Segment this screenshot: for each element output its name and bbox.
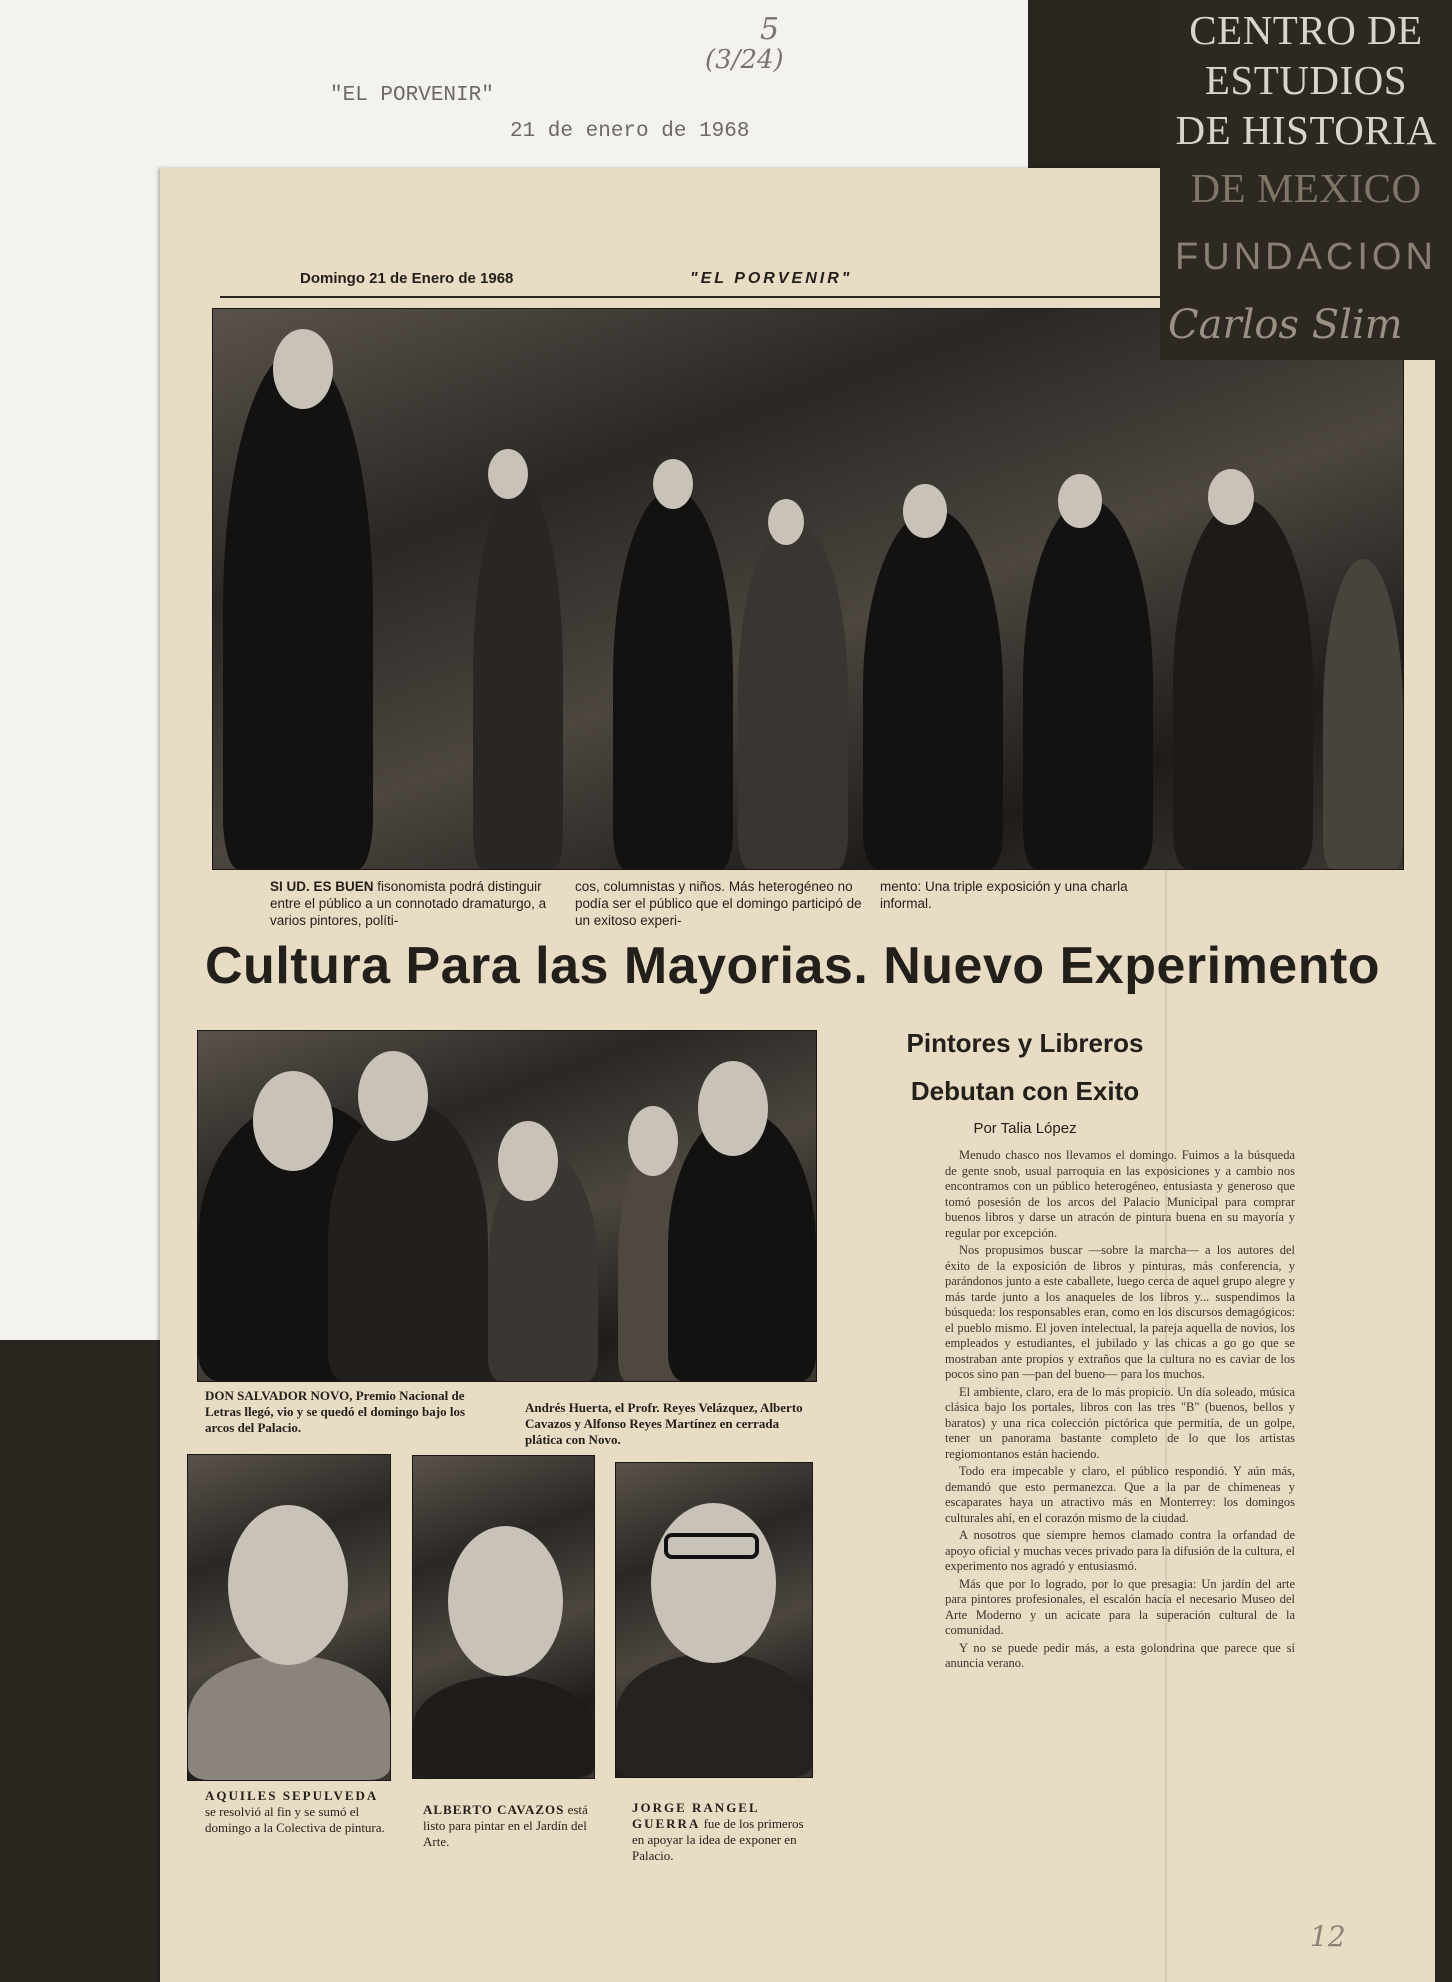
pencil-reference: (3/24) [705, 45, 784, 75]
article-paragraph: Más que por lo logrado, por lo que presagia: Un jardín del arte para pintores profesionales, el escalón hacia el necesario Museo del Arte Moderno y un acicate para la superación cultural de la comunidad. [945, 1576, 1295, 1637]
portrait-name-3: JORGE RANGEL GUERRA [632, 1800, 759, 1831]
top-caption-column-2: cos, columnistas y niños. Más heterogéneo no podía ser el público que el domingo participó de un exitoso experi- [575, 879, 862, 928]
group-photo [197, 1030, 817, 1382]
stamp-line-2: ESTUDIOS [1204, 57, 1408, 103]
typed-date: 21 de enero de 1968 [510, 120, 750, 143]
portrait-text-3: fue de los primeros en apoyar la idea de exponer en Palacio. [632, 1816, 804, 1863]
stamp-line-5: FUNDACION [1175, 236, 1437, 278]
article-paragraph: Menudo chasco nos llevamos el domingo. Fuimos a la búsqueda de gente snob, usual parroquia en las exposiciones y a cambio nos encontramos con un público heterogéneo, entusiasta y generoso que tomó posesión de los arcos del Palacio Municipal para comprar buenos libros y darse un atracón de pintura buena en su mayoría y regular por excepción. [945, 1148, 1295, 1240]
newspaper-clipping [160, 168, 1435, 1982]
stamp-signature: Carlos Slim [1168, 302, 1403, 348]
top-caption-lead: SI UD. ES BUEN [270, 879, 374, 894]
portrait-aquiles-sepulveda [187, 1454, 391, 1781]
typed-newspaper-name: "EL PORVENIR" [330, 84, 494, 107]
subhead-line-2: Debutan con Exito [910, 1076, 1140, 1106]
group-caption-right: Andrés Huerta, el Profr. Reyes Velázquez, Alberto Cavazos y Alfonso Reyes Martínez en cerrada plática con Novo. [525, 1400, 803, 1447]
portrait-caption-3 [632, 1800, 812, 1864]
portrait-caption-2 [423, 1802, 593, 1850]
stamp-line-1: CENTRO DE [1189, 7, 1423, 53]
glasses-icon [664, 1533, 759, 1559]
portrait-text-1: se resolvió al fin y se sumó el domingo a la Colectiva de pintura. [205, 1804, 385, 1835]
article-paragraph: A nosotros que siempre hemos clamado contra la orfandad de apoyo oficial y muchas veces privado para la difusión de la cultura, el experimento nos agradó y entusiasmó. [945, 1528, 1295, 1573]
top-caption-column-3: mento: Una triple exposición y una charla informal. [880, 879, 1128, 911]
clipping-paper-name: "EL PORVENIR" [690, 270, 853, 287]
portrait-caption-1 [205, 1788, 385, 1836]
portrait-jorge-rangel-guerra [615, 1462, 813, 1778]
stamp-line-3: DE HISTORIA [1175, 107, 1437, 153]
portrait-alberto-cavazos [412, 1455, 595, 1779]
stamp-line-4: DE MEXICO [1190, 165, 1422, 211]
crowd-photo [212, 308, 1404, 870]
portrait-text-2: está listo para pintar en el Jardín del Arte. [423, 1802, 588, 1849]
byline: Por Talia López [973, 1120, 1077, 1137]
portrait-name-1: AQUILES SEPULVEDA [205, 1788, 379, 1803]
article-paragraph: Todo era impecable y claro, el público respondió. Y aún más, demandó que esto permanezca. Que a la par de chimeneas y escaparates haya un atractivo más en Monterrey: los domingos culturales ahí, en el corazón mismo de la ciudad. [945, 1464, 1295, 1525]
group-caption-left: DON SALVADOR NOVO, Premio Nacional de Letras llegó, vio y se quedó el domingo bajo los arcos del Palacio. [205, 1388, 466, 1435]
top-caption-column-1 [270, 878, 560, 929]
clipping-date: Domingo 21 de Enero de 1968 [300, 270, 514, 287]
pencil-page-number: 5 [760, 12, 780, 47]
article-paragraph: Y no se puede pedir más, a esta golondrina que parece que sí anuncia verano. [945, 1640, 1295, 1670]
archive-stamp-panel [1160, 0, 1452, 360]
top-caption-col1-text: fisonomista podrá distinguir entre el público a un connotado dramaturgo, a varios pintores, políti- [270, 879, 547, 928]
article-paragraph: El ambiente, claro, era de lo más propicio. Un día soleado, música clásica bajo los portales, libros con las tres "B" (buenos, bellos y baratos) y una rica colección pictórica que permitía, de un golpe, tener un panorama bastante completo de lo que los artistas regiomontanos están haciendo. [945, 1384, 1295, 1461]
article-paragraph: Nos propusimos buscar —sobre la marcha— a los autores del éxito de la exposición de libros y pinturas, más conferencia, y parándonos junto a este caballete, luego cerca de aquel grupo alegre y más tarde junto a los anaqueles de los libros y... suspendimos la búsqueda: los responsables eran, como en los discursos demagógicos: el pueblo mismo. El joven intelectual, la pareja aquella de novios, los empleados y estudiantes, el jubilado y las chicas a go go que se mostraban ante propios y extraños que la cultura no es caviar de los pocos sino pan —pan del bueno— para los muchos. [945, 1243, 1295, 1381]
subhead-line-1: Pintores y Libreros [906, 1028, 1144, 1058]
portrait-name-2: ALBERTO CAVAZOS [423, 1802, 565, 1817]
pencil-bottom-number: 12 [1310, 1920, 1346, 1953]
article-body [945, 1148, 1295, 1674]
headline: Cultura Para las Mayorias. Nuevo Experimento [205, 937, 1381, 995]
